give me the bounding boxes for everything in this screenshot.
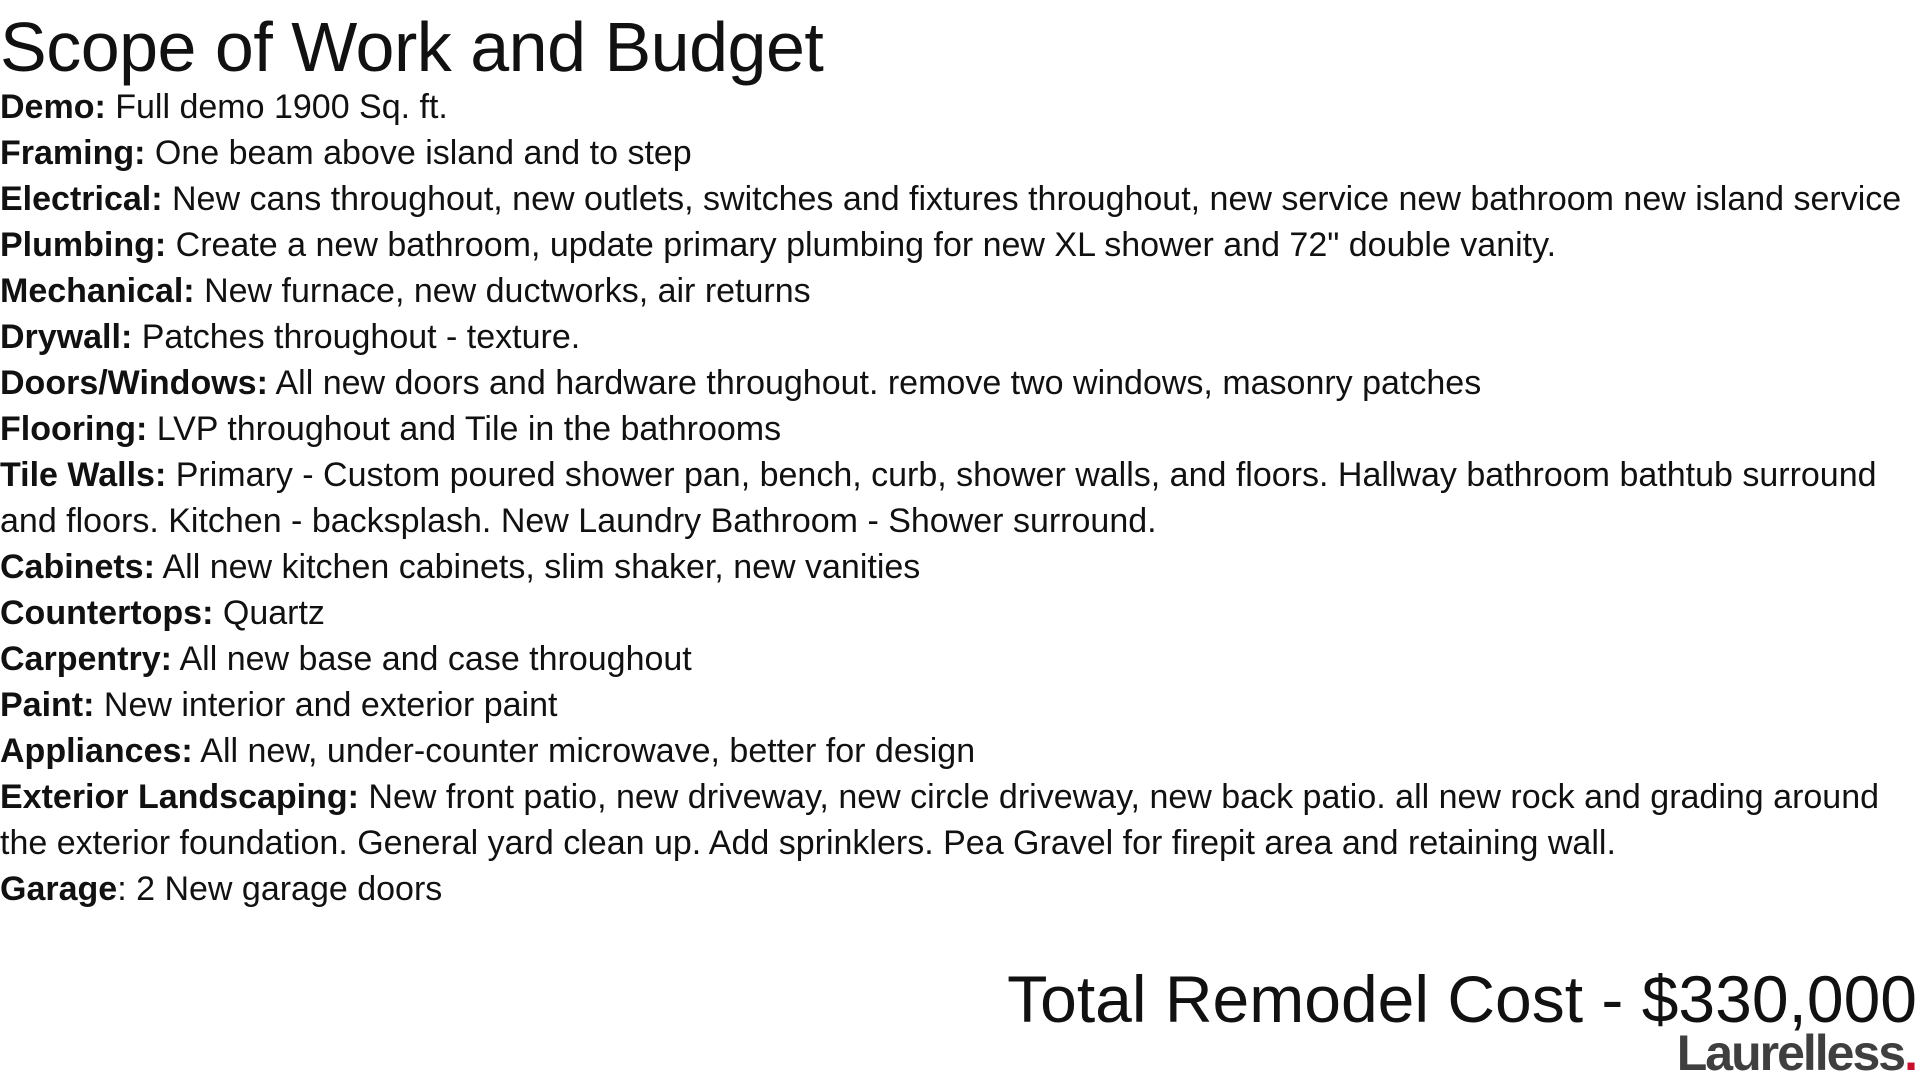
brand-logo bbox=[1677, 1026, 1916, 1080]
scope-label: Flooring: bbox=[0, 410, 148, 448]
scope-description: All new, under-counter microwave, better for design bbox=[192, 732, 976, 770]
scope-description: All new base and case throughout bbox=[171, 640, 692, 678]
scope-description: New interior and exterior paint bbox=[94, 686, 558, 724]
scope-label: Appliances: bbox=[0, 732, 193, 770]
scope-item-countertops bbox=[0, 590, 1915, 636]
brand-dot: . bbox=[1904, 1025, 1916, 1081]
scope-description: 2 New garage doors bbox=[126, 870, 443, 908]
scope-description: Quartz bbox=[213, 594, 325, 632]
total-remodel-cost: Total Remodel Cost - $330,000 bbox=[1007, 962, 1917, 1036]
scope-label: Demo: bbox=[0, 88, 106, 126]
scope-item-cabinets bbox=[0, 544, 1915, 590]
scope-label: Doors/Windows: bbox=[0, 364, 268, 402]
scope-label: Tile Walls: bbox=[0, 456, 167, 494]
scope-label: Plumbing: bbox=[0, 226, 167, 264]
page-title: Scope of Work and Budget bbox=[0, 8, 824, 86]
scope-description: LVP throughout and Tile in the bathrooms bbox=[147, 410, 782, 448]
scope-item-appliances bbox=[0, 728, 1915, 774]
scope-label: Drywall: bbox=[0, 318, 133, 356]
scope-item-carpentry bbox=[0, 636, 1915, 682]
scope-description: All new doors and hardware throughout. remove two windows, masonry patches bbox=[267, 364, 1482, 402]
scope-item-doors-windows bbox=[0, 360, 1915, 406]
scope-description: New furnace, new ductworks, air returns bbox=[194, 272, 811, 310]
scope-description: New front patio, new driveway, new circle driveway, new back patio. all new rock and grading around the exterior foundation. General yard clean up. Add sprinklers. Pea Gravel for firepit area and retaining wall. bbox=[0, 778, 1880, 862]
scope-label: Paint: bbox=[0, 686, 95, 724]
scope-item-plumbing bbox=[0, 222, 1915, 268]
scope-description: Create a new bathroom, update primary plumbing for new XL shower and 72" double vanity. bbox=[166, 226, 1557, 264]
scope-item-exterior-landscaping bbox=[0, 774, 1915, 866]
scope-item-garage bbox=[0, 866, 1915, 912]
scope-list bbox=[0, 84, 1915, 912]
scope-description: Patches throughout - texture. bbox=[132, 318, 581, 356]
scope-description: Full demo 1900 Sq. ft. bbox=[105, 88, 448, 126]
scope-item-drywall bbox=[0, 314, 1915, 360]
brand-name: Laurelless bbox=[1676, 1025, 1905, 1081]
scope-description: New cans throughout, new outlets, switches and fixtures throughout, new service new bathroom new island service bbox=[162, 180, 1902, 218]
scope-separator: : bbox=[117, 870, 127, 908]
scope-item-tile-walls bbox=[0, 452, 1915, 544]
scope-label: Mechanical: bbox=[0, 272, 195, 310]
scope-label: Electrical: bbox=[0, 180, 163, 218]
scope-item-electrical bbox=[0, 176, 1915, 222]
scope-description: Primary - Custom poured shower pan, bench, curb, shower walls, and floors. Hallway bathroom bathtub surround and floors. Kitchen - backsplash. New Laundry Bathroom - Shower surround. bbox=[0, 456, 1877, 540]
scope-description: One beam above island and to step bbox=[145, 134, 692, 172]
scope-item-paint bbox=[0, 682, 1915, 728]
scope-label: Cabinets: bbox=[0, 548, 155, 586]
scope-label: Carpentry: bbox=[0, 640, 172, 678]
scope-item-framing bbox=[0, 130, 1915, 176]
scope-item-flooring bbox=[0, 406, 1915, 452]
scope-label: Garage bbox=[0, 870, 118, 908]
scope-label: Countertops: bbox=[0, 594, 214, 632]
scope-label: Framing: bbox=[0, 134, 146, 172]
scope-label: Exterior Landscaping: bbox=[0, 778, 359, 816]
scope-item-demo bbox=[0, 84, 1915, 130]
scope-description: All new kitchen cabinets, slim shaker, new vanities bbox=[154, 548, 921, 586]
scope-item-mechanical bbox=[0, 268, 1915, 314]
